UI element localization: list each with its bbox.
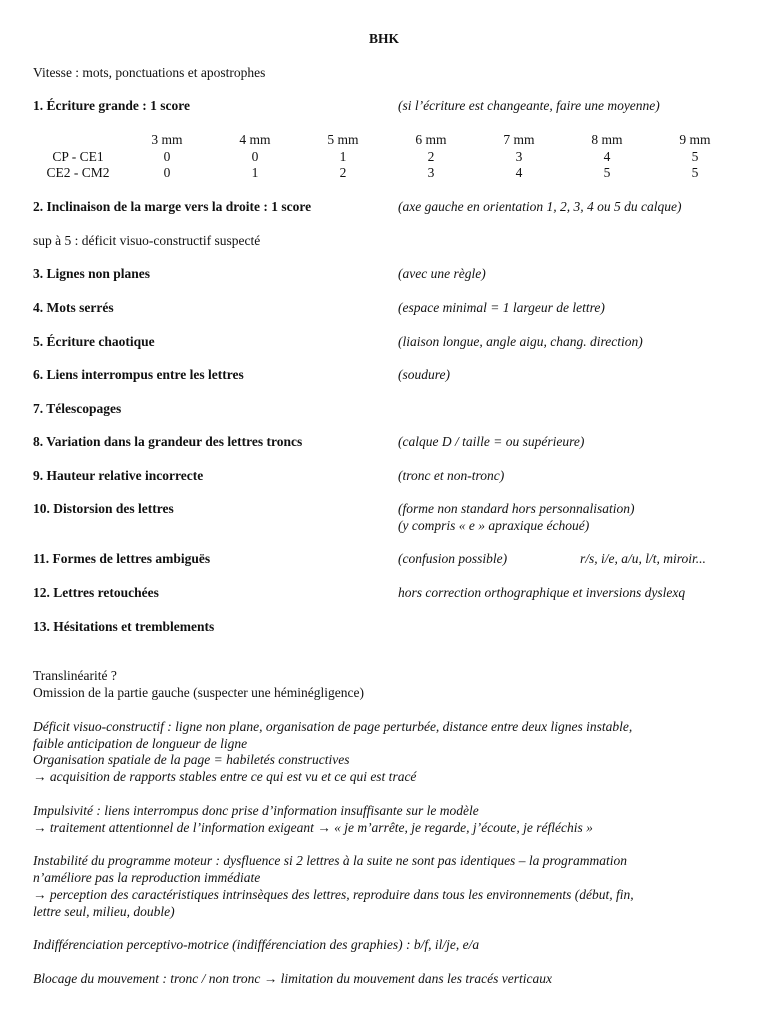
table-cell: 3 [427,165,435,181]
table-header-cell: 9 mm [679,132,711,148]
sup5-text: sup à 5 : déficit visuo-constructif suspecté [33,233,261,248]
item-10-label: 10. Distorsion des lettres [33,501,174,516]
table-cell: 1 [339,148,347,164]
item-13-label: 13. Hésitations et tremblements [33,619,215,634]
item-7-label: 7. Télescopages [33,401,122,416]
item-8-note: (calque D / taille = ou supérieure) [398,434,585,449]
omission-text: Omission de la partie gauche (suspecter une héminégligence) [33,685,365,700]
deficit-line-4: → acquisition de rapports stables entre ce qui est vu et ce qui est tracé [33,769,417,784]
item-9-note: (tronc et non-tronc) [398,468,505,483]
item-12-label: 12. Lettres retouchées [33,585,159,600]
table-cell: 5 [691,148,699,164]
item-11-examples: r/s, i/e, a/u, l/t, miroir... [580,551,706,566]
deficit-line-2: faible anticipation de longueur de ligne [33,736,248,751]
table-header-cell: 7 mm [503,132,535,148]
table-cell: 3 [515,148,523,164]
item-10-note-2: (y compris « e » apraxique échoué) [398,518,590,533]
item-5-note: (liaison longue, angle aigu, chang. direction) [398,334,643,349]
table-cell: 5 [603,165,611,181]
table-header-cell: 3 mm [151,132,183,148]
page-title: BHK [368,31,399,46]
table-header-cell: 5 mm [327,132,359,148]
table-cell: 0 [163,165,171,181]
table-row-label: CP - CE1 [52,148,104,164]
table-cell: 1 [251,165,259,181]
table-header-cell: 8 mm [591,132,623,148]
item-8-label: 8. Variation dans la grandeur des lettres troncs [33,434,303,449]
table-header-cell: 4 mm [239,132,271,148]
score-table [33,132,739,182]
table-cell: 4 [603,148,611,164]
table-header-cell [33,132,123,149]
item-9-label: 9. Hauteur relative incorrecte [33,468,204,483]
instability-line-1: Instabilité du programme moteur : dysfluence si 2 lettres à la suite ne sont pas identiques – la programmation [33,853,627,868]
instability-line-4: lettre seul, milieu, double) [33,904,175,919]
table-row-label: CE2 - CM2 [46,165,110,181]
item-2-label: 2. Inclinaison de la marge vers la droite : 1 score [33,199,312,214]
item-4-note: (espace minimal = 1 largeur de lettre) [398,300,605,315]
item-3-label: 3. Lignes non planes [33,266,151,281]
table-header-cell: 6 mm [415,132,447,148]
table-cell: 4 [515,165,523,181]
translinearity-text: Translinéarité ? [33,668,117,683]
table-cell: 0 [163,148,171,164]
item-12-note: hors correction orthographique et inversions dyslexq [398,585,686,600]
item-11-note: (confusion possible) [398,551,508,566]
blocking-text: Blocage du mouvement : tronc / non tronc → limitation du mouvement dans les tracés verticaux [33,971,553,986]
instability-line-3: → perception des caractéristiques intrinsèques des lettres, reproduire dans tous les environnements (début, fin, [33,887,634,902]
deficit-line-3: Organisation spatiale de la page = habiletés constructives [33,752,350,767]
table-row [33,149,739,166]
indifferentiation-text: Indifférenciation perceptivo-motrice (indifférenciation des graphies) : b/f, il/je, e/a [33,937,480,952]
instability-line-2: n’améliore pas la reproduction immédiate [33,870,261,885]
item-6-note: (soudure) [398,367,450,382]
table-cell: 2 [339,165,347,181]
table-row [33,165,739,182]
item-1-note: (si l’écriture est changeante, faire une moyenne) [398,98,660,113]
table-cell: 0 [251,148,259,164]
item-1-label: 1. Écriture grande : 1 score [33,98,190,113]
item-3-note: (avec une règle) [398,266,486,281]
table-header-row [33,132,739,149]
impulsivity-line-1: Impulsivité : liens interrompus donc prise d’information insuffisante sur le modèle [33,803,479,818]
table-cell: 5 [691,165,699,181]
impulsivity-line-2: → traitement attentionnel de l’information exigeant → « je m’arrête, je regarde, j’écoute, je réfléchis » [33,820,593,835]
item-4-label: 4. Mots serrés [33,300,114,315]
item-2-note: (axe gauche en orientation 1, 2, 3, 4 ou 5 du calque) [398,199,682,214]
item-10-note-1: (forme non standard hors personnalisation) [398,501,635,516]
item-5-label: 5. Écriture chaotique [33,334,155,349]
deficit-line-1: Déficit visuo-constructif : ligne non plane, organisation de page perturbée, distance entre deux lignes instable, [33,719,633,734]
item-6-label: 6. Liens interrompus entre les lettres [33,367,244,382]
intro-text: Vitesse : mots, ponctuations et apostrophes [33,65,266,80]
table-cell: 2 [427,148,435,164]
item-11-label: 11. Formes de lettres ambiguës [33,551,211,566]
